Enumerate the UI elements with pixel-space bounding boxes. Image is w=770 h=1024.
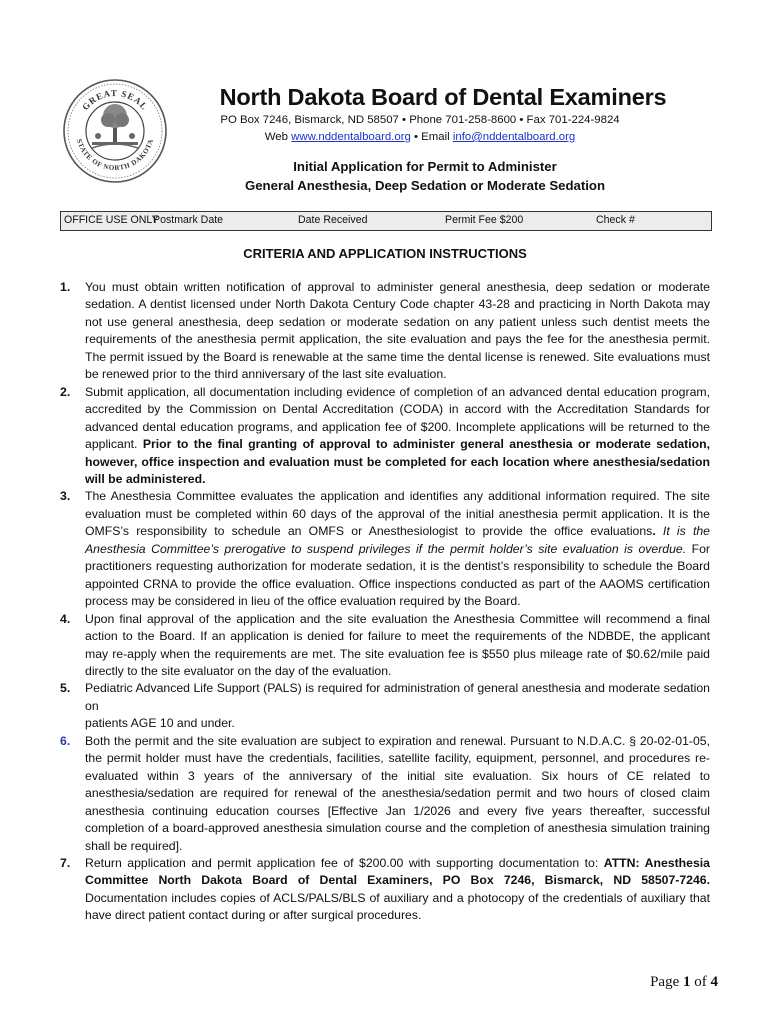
of-label: of [694,974,707,990]
web-label: Web [264,131,288,143]
item-number: 1. [60,280,71,294]
seal-top-text: GREAT SEAL [80,87,150,113]
item-text: You must obtain written notification of approval to administer general anesthesia, deep sedation or moderate sedation. A dentist licensed under North Dakota Century Code chapter 43-28 and practicing in North Dakota may not use general anesthesia, deep sedation or moderate sedation on any patient unless such dentist meets the requirements of the anesthesia permit application, the site evaluation and pays the fee for the anesthesia permit. The permit issued by the Board is renewable at the same time the dental license is renewed. Site evaluations must be renewed prior to the third anniversary of the last site evaluation. [85,280,710,382]
board-title: North Dakota Board of Dental Examiners [219,84,667,110]
item-text-continued: Documentation includes copies of ACLS/PALS/BLS of auxiliary and a photocopy of the credentials of auxiliary that have direct patient contact during or after surgical procedures. [85,890,710,923]
item-text: Upon final approval of the application and the site evaluation the Anesthesia Committee will recommend a final action to the Board. If an application is denied for failure to meet the requirements of the NDBDE, the applicant may re-apply when the requirements are met. The site evaluation fee is $550 plus mileage rate of $0.62/mile paid directly to the site evaluator on the day of the evaluation. [85,611,710,678]
item-text: Submit application, all documentation including evidence of completion of an advanced dental education program, accredited by the Commission on Dental Accreditation (CODA) in accord with the Accreditation Standards for advanced dental education programs, and application fee of $200. Incomplete applications will be returned to the applicant. [85,384,710,452]
item-text: The Anesthesia Committee evaluates the application and identifies any additional information required. The site evaluation must be completed within 60 days of the approval of the initial anesthesia permit application. It is the OMFS’s responsibility to schedule an OMFS or Anesthesiologist to provide the office evaluations [85,489,710,539]
page-number [650,974,718,991]
item-bold-text: Prior to the final granting of approval to administer general anesthesia or moderate sedation, however, office inspection and evaluation must be completed for each location where anesthesia/sedation will be administered. [85,437,710,486]
list-item [60,279,710,384]
instructions-list [60,279,710,925]
item-number: 2. [60,384,71,399]
email-link[interactable]: info@nddentalboard.org [452,131,576,143]
check-number-field: Check # [596,214,635,226]
item-italic-text: It is the Anesthesia Committee’s prerogative to suspend privileges if the permit holder’s site evaluation is overdue. [85,524,710,556]
current-page: 1 [683,974,691,990]
item-text: Pediatric Advanced Life Support (PALS) is required for administration of general anesthesia and moderate sedation on [85,681,710,713]
email-separator: • Email [414,131,450,143]
state-seal-logo [62,78,168,184]
item-number: 7. [60,855,71,870]
item-text: Both the permit and the site evaluation are subject to expiration and renewal. Pursuant to N.D.A.C. § 20-02-01-05, the permit holder must have the credentials, facilities, satellite facility, equipment, personnel, and procedures re-evaluated within 3 years of the anniversary of the initial site evaluation. Six hours of CE related to anesthesia/sedation are required for renewal of the anesthesia/sedation permit and two hours of closed claim anesthesia continuing education courses [Effective Jan 1/2026 and every five years thereafter, successful completion of a board-approved anesthesia simulation course and the completion of anesthesia simulation training shall be required]. [85,733,710,853]
list-item [60,733,710,855]
item-number: 5. [60,681,71,696]
website-link[interactable]: www.nddentalboard.org [291,131,411,143]
permit-fee-field: Permit Fee $200 [445,214,524,226]
list-item [60,855,710,925]
list-item [60,611,710,681]
office-use-box [60,211,712,231]
item-number: 3. [60,489,71,504]
page-label: Page [650,974,680,990]
item-bold-text: ATTN: Anesthesia Committee North Dakota Board of Dental Examiners, PO Box 7246, Bismarck, ND 58507-7246. [85,855,710,888]
contact-line: PO Box 7246, Bismarck, ND 58507 • Phone 701-258-8600 • Fax 701-224-9824 [220,114,620,126]
date-received-field: Date Received [298,214,368,226]
item-number: 6. [60,733,71,748]
total-pages: 4 [710,974,718,990]
item-text-continued: patients AGE 10 and under. [85,716,235,731]
office-use-label: OFFICE USE ONLY [64,214,159,226]
item-number: 4. [60,611,71,626]
form-title-line-2: General Anesthesia, Deep Sedation or Moderate Sedation [244,178,606,193]
seal-bottom-text: STATE OF NORTH DAKOTA [74,137,156,173]
item-text: Return application and permit application fee of $200.00 with supporting documentation to: [85,855,604,870]
list-item [60,488,710,610]
form-title-line-1: Initial Application for Permit to Administer [293,159,557,174]
postmark-date-field: Postmark Date [153,214,224,226]
item-bold-period: . [652,524,656,539]
list-item [60,384,710,489]
criteria-heading: CRITERIA AND APPLICATION INSTRUCTIONS [243,246,527,261]
web-email-line [200,131,640,143]
item-text-continued: For practitioners requesting authorization for moderate sedation, it is the dentist’s responsibility to schedule the Board appointed CRNA to provide the office evaluation. Office inspections conducted as part of the AAOMS certification process may be considered in lieu of the office evaluation required by the Board. [85,541,711,609]
list-item [60,680,710,732]
